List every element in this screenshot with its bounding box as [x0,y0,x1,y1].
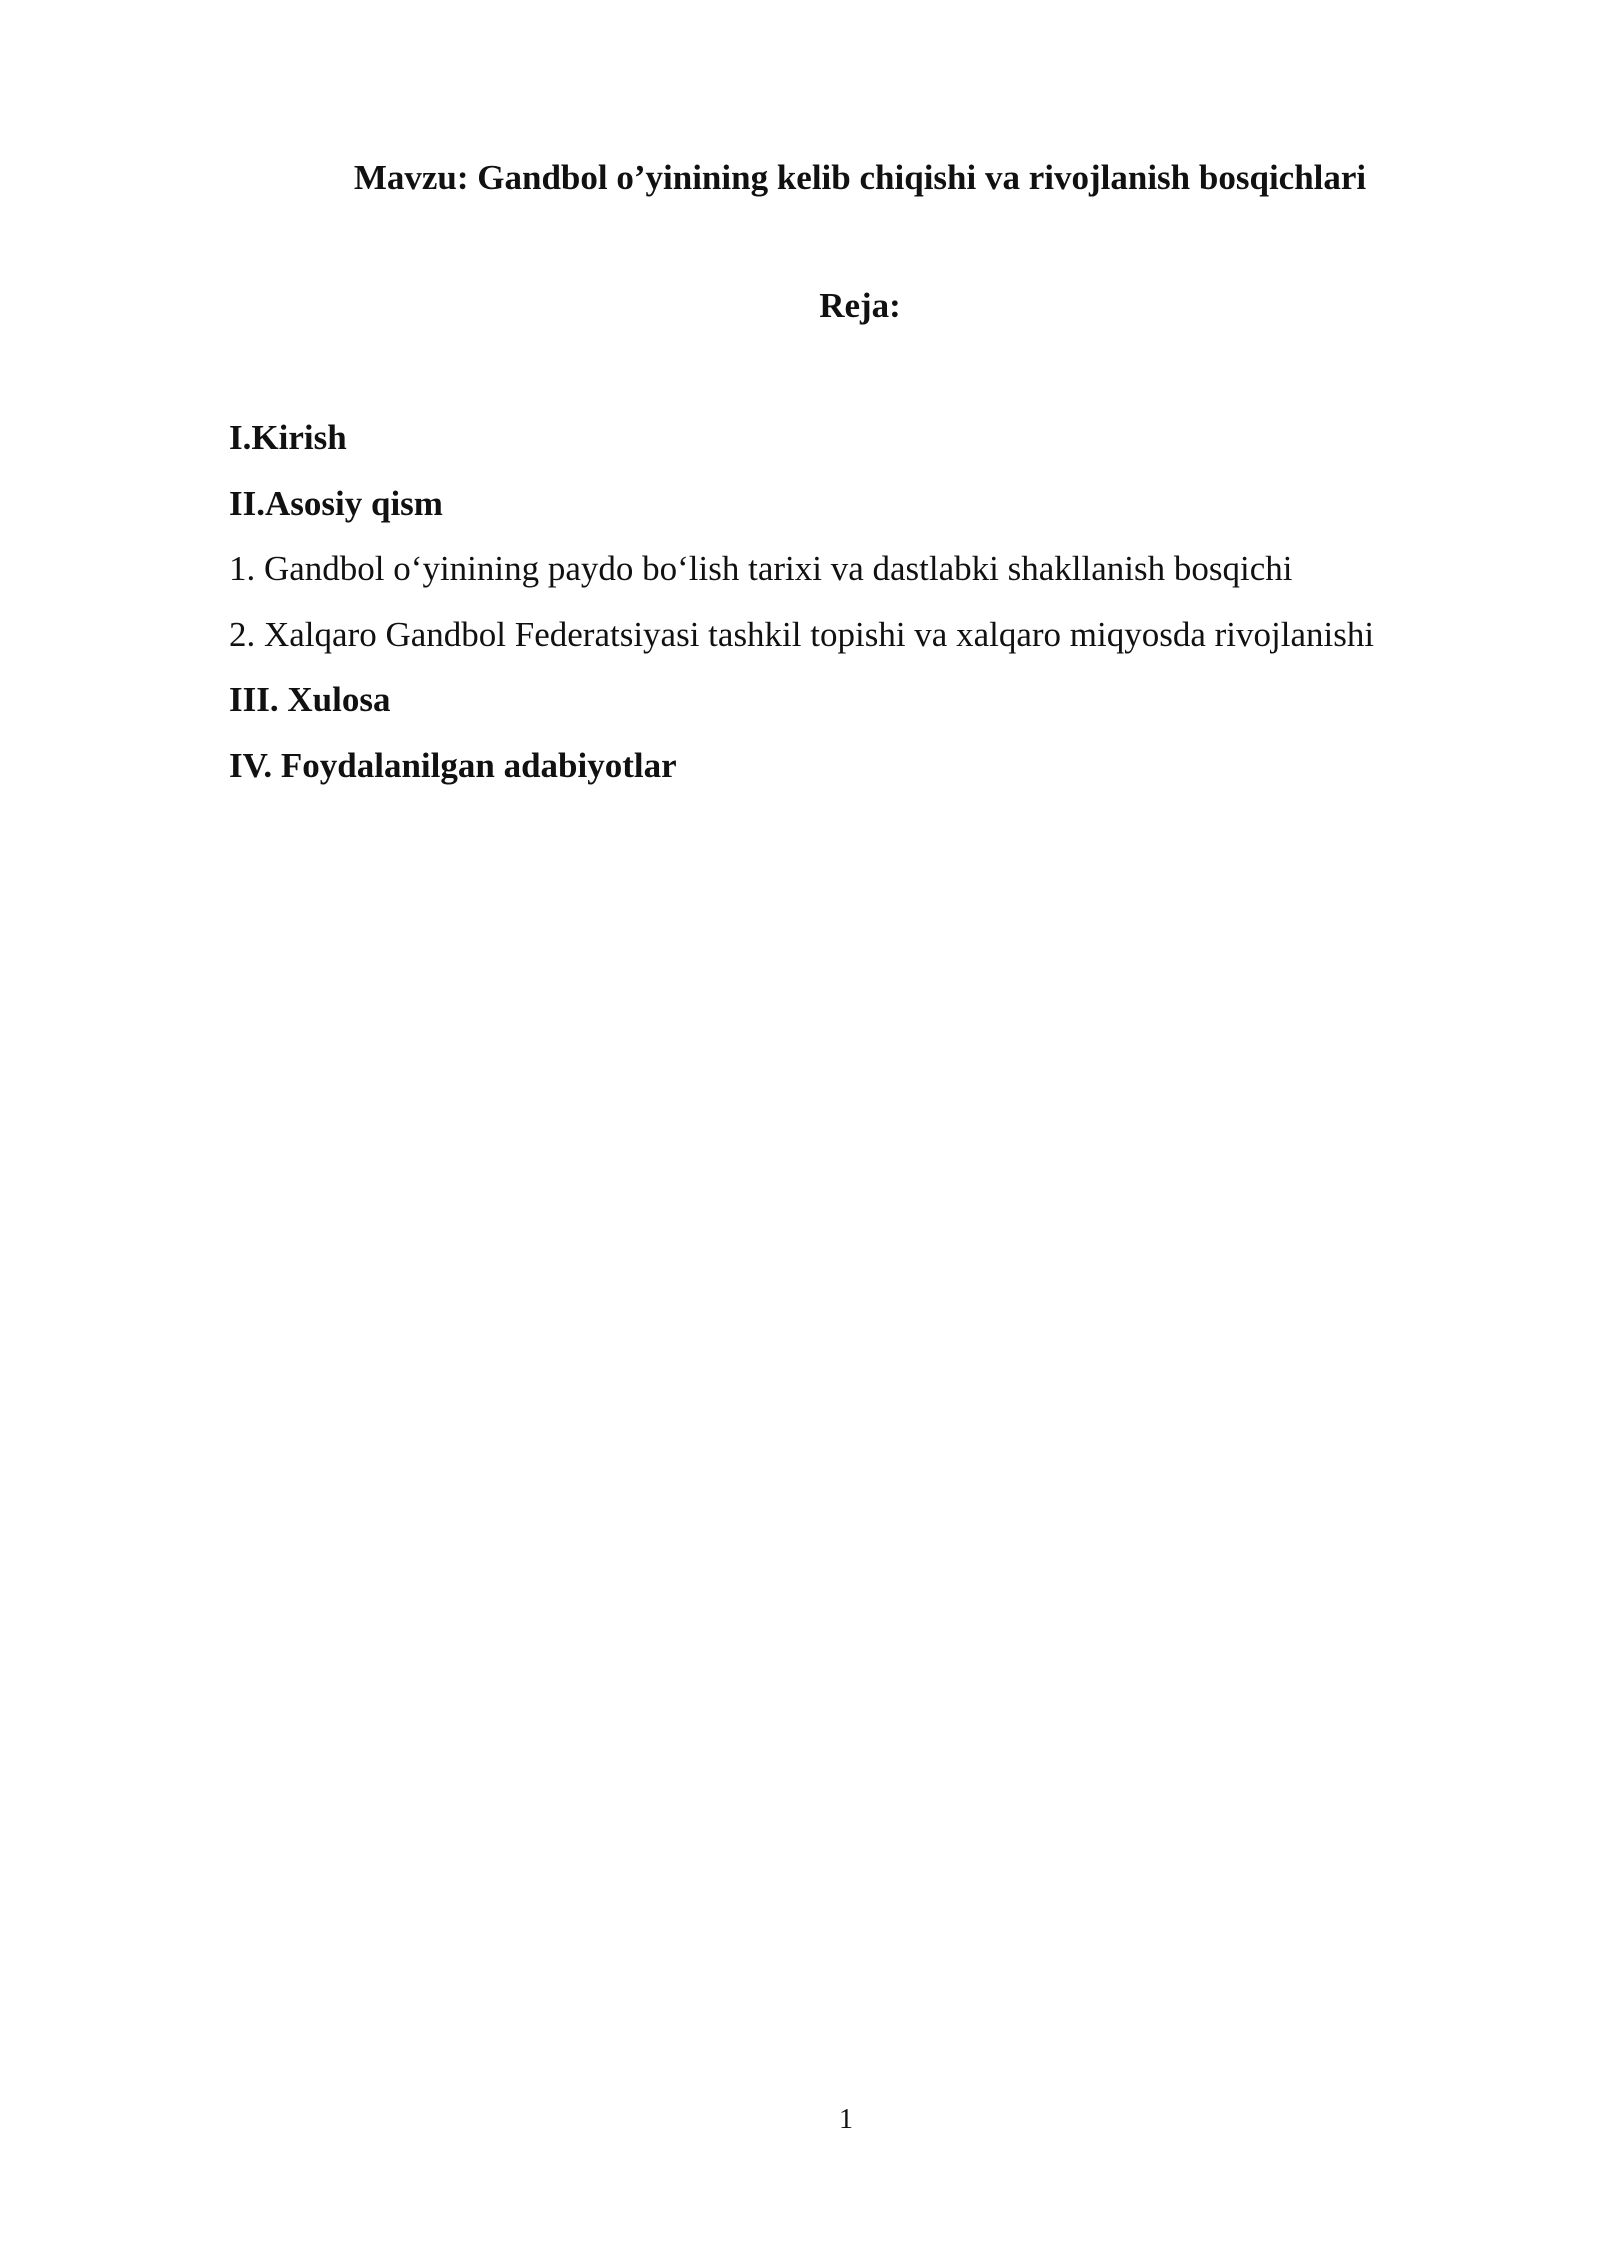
plan-item-conclusion: III. Xulosa [229,680,391,719]
page-number: 1 [839,2104,853,2135]
plan-item-references: IV. Foydalanilgan adabiyotlar [229,745,677,785]
plan-item-introduction: I.Kirish [229,418,347,457]
document-title: Mavzu: Gandbol o’yinining kelib chiqishi va rivojlanish bosqichlari [353,158,1367,197]
plan-list [229,405,1374,798]
plan-item-main-part: II.Asosiy qism [229,483,443,523]
plan-item-subsection-2: 2. Xalqaro Gandbol Federatsiyasi tashkil topishi va xalqaro miqyosda rivojlanishi [229,614,1375,654]
plan-heading: Reja: [819,286,901,325]
plan-item-subsection-1: 1. Gandbol o‘yinining paydo bo‘lish tarixi va dastlabki shakllanish bosqichi [229,549,1293,588]
